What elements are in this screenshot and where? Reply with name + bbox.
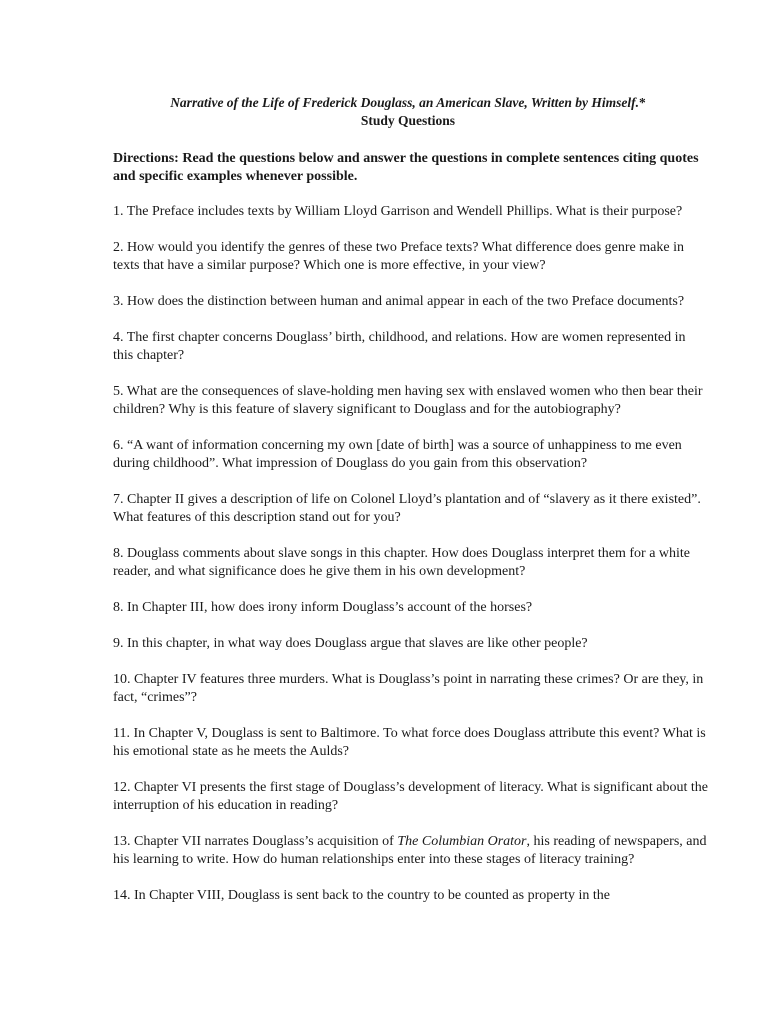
- question-8-songs: 8. Douglass comments about slave songs in this chapter. How does Douglass interpret them for a white reader, and what significance does he give them in his own development?: [113, 546, 691, 579]
- question-13-after: , his reading of newspapers, and his learning to write. How do human relationships enter into these stages of literacy training?: [113, 834, 707, 867]
- question-13-before: 13. Chapter VII narrates Douglass’s acquisition of: [113, 834, 398, 849]
- question-3: 3. How does the distinction between human and animal appear in each of the two Preface documents?: [113, 294, 685, 309]
- document-title: [113, 94, 708, 112]
- document-title-asterisk: *: [639, 95, 646, 110]
- question-13: [113, 833, 708, 869]
- directions-text: Directions: Read the questions below and answer the questions in complete sentences citing quotes and specific examples whenever possible.: [113, 151, 699, 184]
- question-4: 4. The first chapter concerns Douglass’ birth, childhood, and relations. How are women represented in this chapter?: [113, 330, 686, 363]
- question-2: 2. How would you identify the genres of these two Preface texts? What difference does genre make in texts that have a similar purpose? Which one is more effective, in your view?: [113, 240, 684, 273]
- question-6: 6. “A want of information concerning my own [date of birth] was a source of unhappiness to me even during childhood”. What impression of Douglass do you gain from this observation?: [113, 438, 682, 471]
- question-14: 14. In Chapter VIII, Douglass is sent back to the country to be counted as property in the: [113, 888, 611, 903]
- question-7: 7. Chapter II gives a description of life on Colonel Lloyd’s plantation and of “slavery as it there existed”. What features of this description stand out for you?: [113, 492, 701, 525]
- question-1: 1. The Preface includes texts by William Lloyd Garrison and Wendell Phillips. What is their purpose?: [113, 204, 683, 219]
- question-9: 9. In this chapter, in what way does Douglass argue that slaves are like other people?: [113, 636, 588, 651]
- question-5: 5. What are the consequences of slave-holding men having sex with enslaved women who then bear their children? Why is this feature of slavery significant to Douglass and for the autobiography?: [113, 384, 703, 417]
- question-8-irony: 8. In Chapter III, how does irony inform Douglass’s account of the horses?: [113, 600, 533, 615]
- question-12: 12. Chapter VI presents the first stage of Douglass’s development of literacy. What is significant about the interruption of his education in reading?: [113, 780, 708, 813]
- document-subtitle: Study Questions: [360, 113, 456, 128]
- document-title-italic: Narrative of the Life of Frederick Douglass, an American Slave, Written by Himself.: [170, 95, 640, 110]
- question-11: 11. In Chapter V, Douglass is sent to Baltimore. To what force does Douglass attribute this event? What is his emotional state as he meets the Aulds?: [113, 726, 706, 759]
- question-10: 10. Chapter IV features three murders. What is Douglass’s point in narrating these crimes? Or are they, in fact, “crimes”?: [113, 672, 704, 705]
- question-13-book-title: The Columbian Orator: [397, 834, 527, 849]
